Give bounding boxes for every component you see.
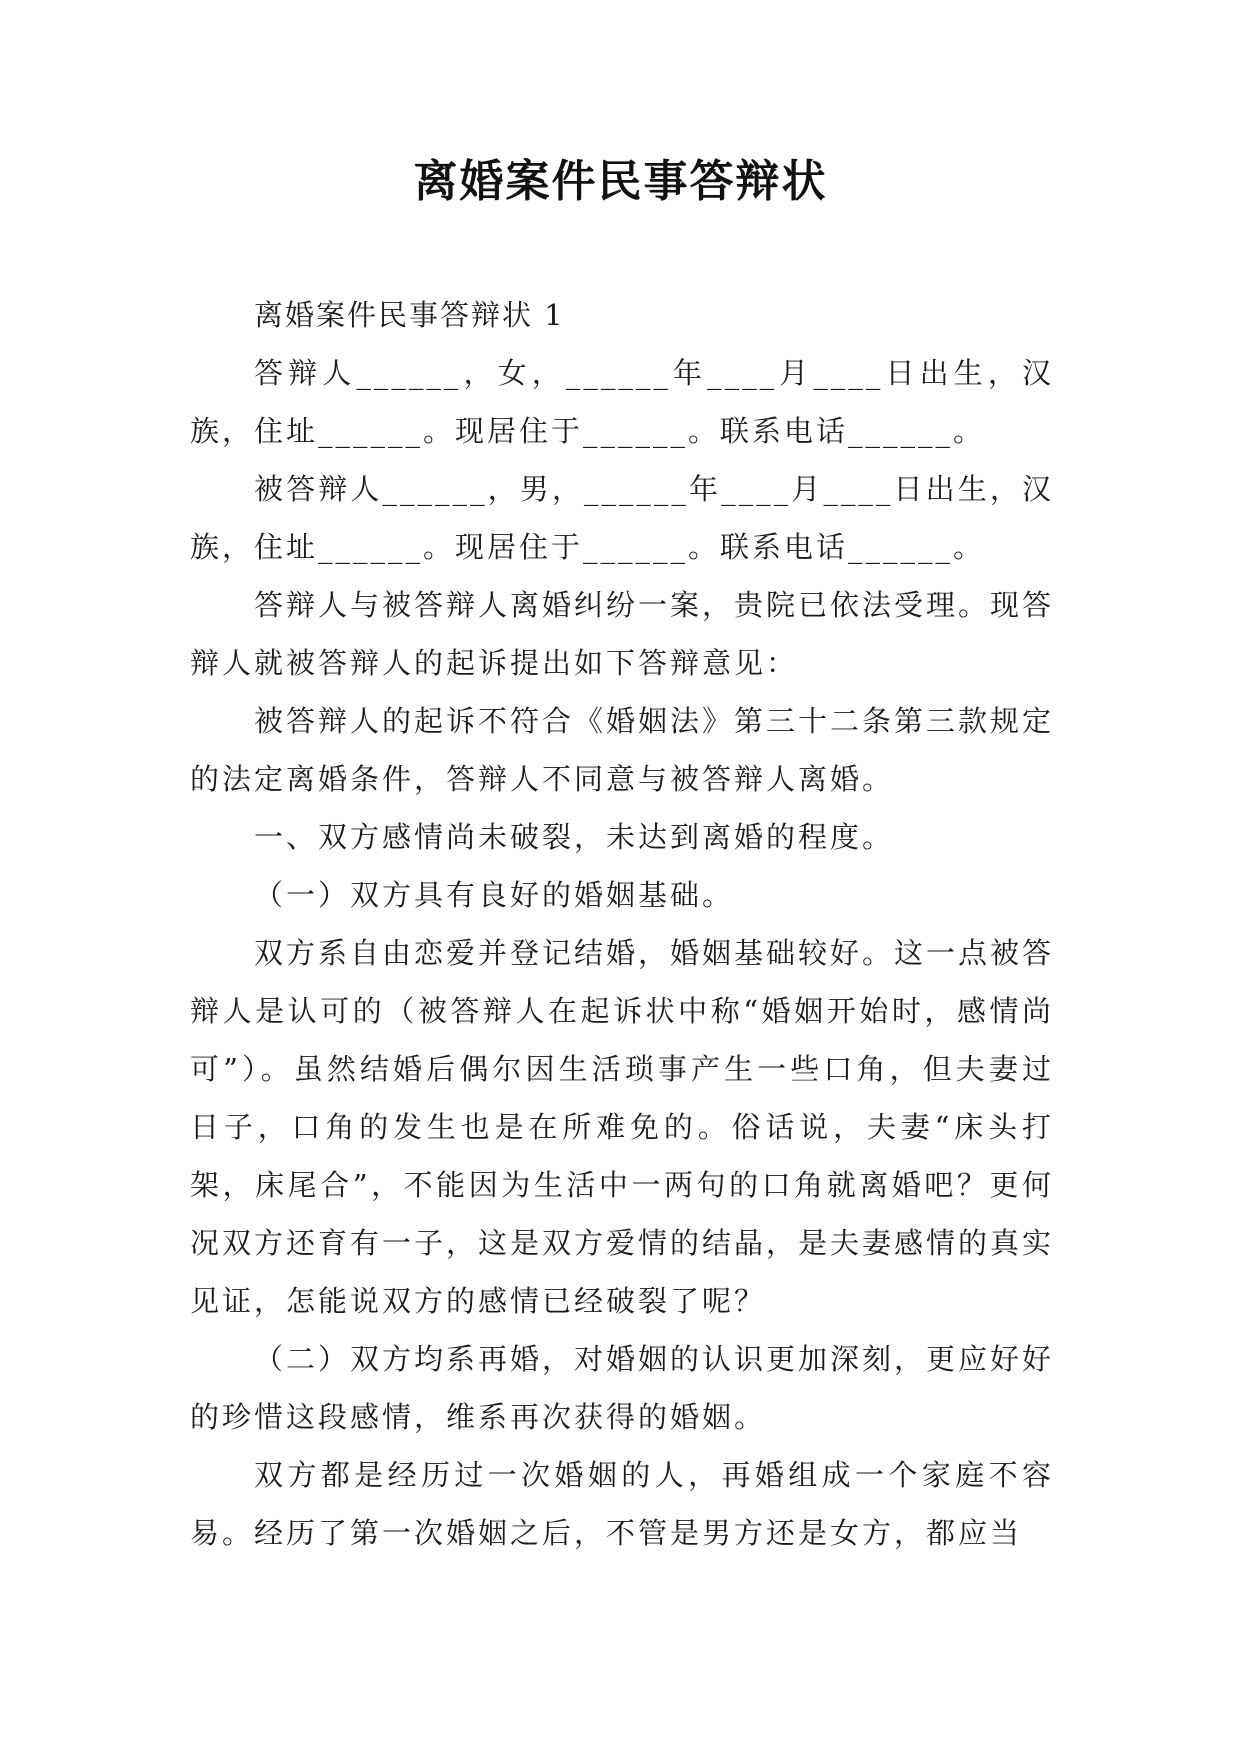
point-one-heading: 一、双方感情尚未破裂，未达到离婚的程度。 — [254, 820, 895, 854]
section-heading: 离婚案件民事答辩状 1 — [254, 298, 565, 332]
position-paragraph: 被答辩人的起诉不符合《婚姻法》第三十二条第三款规定的法定离婚条件，答辩人不同意与被答辩人离婚。 — [190, 704, 1055, 796]
document-body — [190, 286, 1054, 1562]
sub-point-two-body: 双方都是经历过一次婚姻的人，再婚组成一个家庭不容易。经历了第一次婚姻之后，不管是男方还是女方，都应当 — [190, 1458, 1054, 1550]
document-title: 离婚案件民事答辩状 — [413, 156, 828, 207]
respondent-info-paragraph: 答辩人______，女，______年____月____日出生，汉族，住址______。现居住于______。联系电话______。 — [190, 356, 1054, 448]
sub-point-two-heading: （二）双方均系再婚，对婚姻的认识更加深刻，更应好好的珍惜这段感情，维系再次获得的婚姻。 — [190, 1342, 1055, 1434]
sub-point-one-body: 双方系自由恋爱并登记结婚，婚姻基础较好。这一点被答辩人是认可的（被答辩人在起诉状中称“婚姻开始时，感情尚可”）。虽然结婚后偶尔因生活琐事产生一些口角，但夫妻过日子，口角的发生也是在所难免的。俗话说，夫妻“床头打架，床尾合”，不能因为生活中一两句的口角就离婚吧？更何况双方还育有一子，这是双方爱情的结晶，是夫妻感情的真实见证，怎能说双方的感情已经破裂了呢？ — [190, 936, 1055, 1318]
intro-paragraph: 答辩人与被答辩人离婚纠纷一案，贵院已依法受理。现答辩人就被答辩人的起诉提出如下答辩意见： — [190, 588, 1055, 680]
defendant-info-paragraph: 被答辩人______，男，______年____月____日出生，汉族，住址______。现居住于______。联系电话______。 — [190, 472, 1054, 564]
sub-point-one-heading: （一）双方具有良好的婚姻基础。 — [254, 878, 735, 912]
